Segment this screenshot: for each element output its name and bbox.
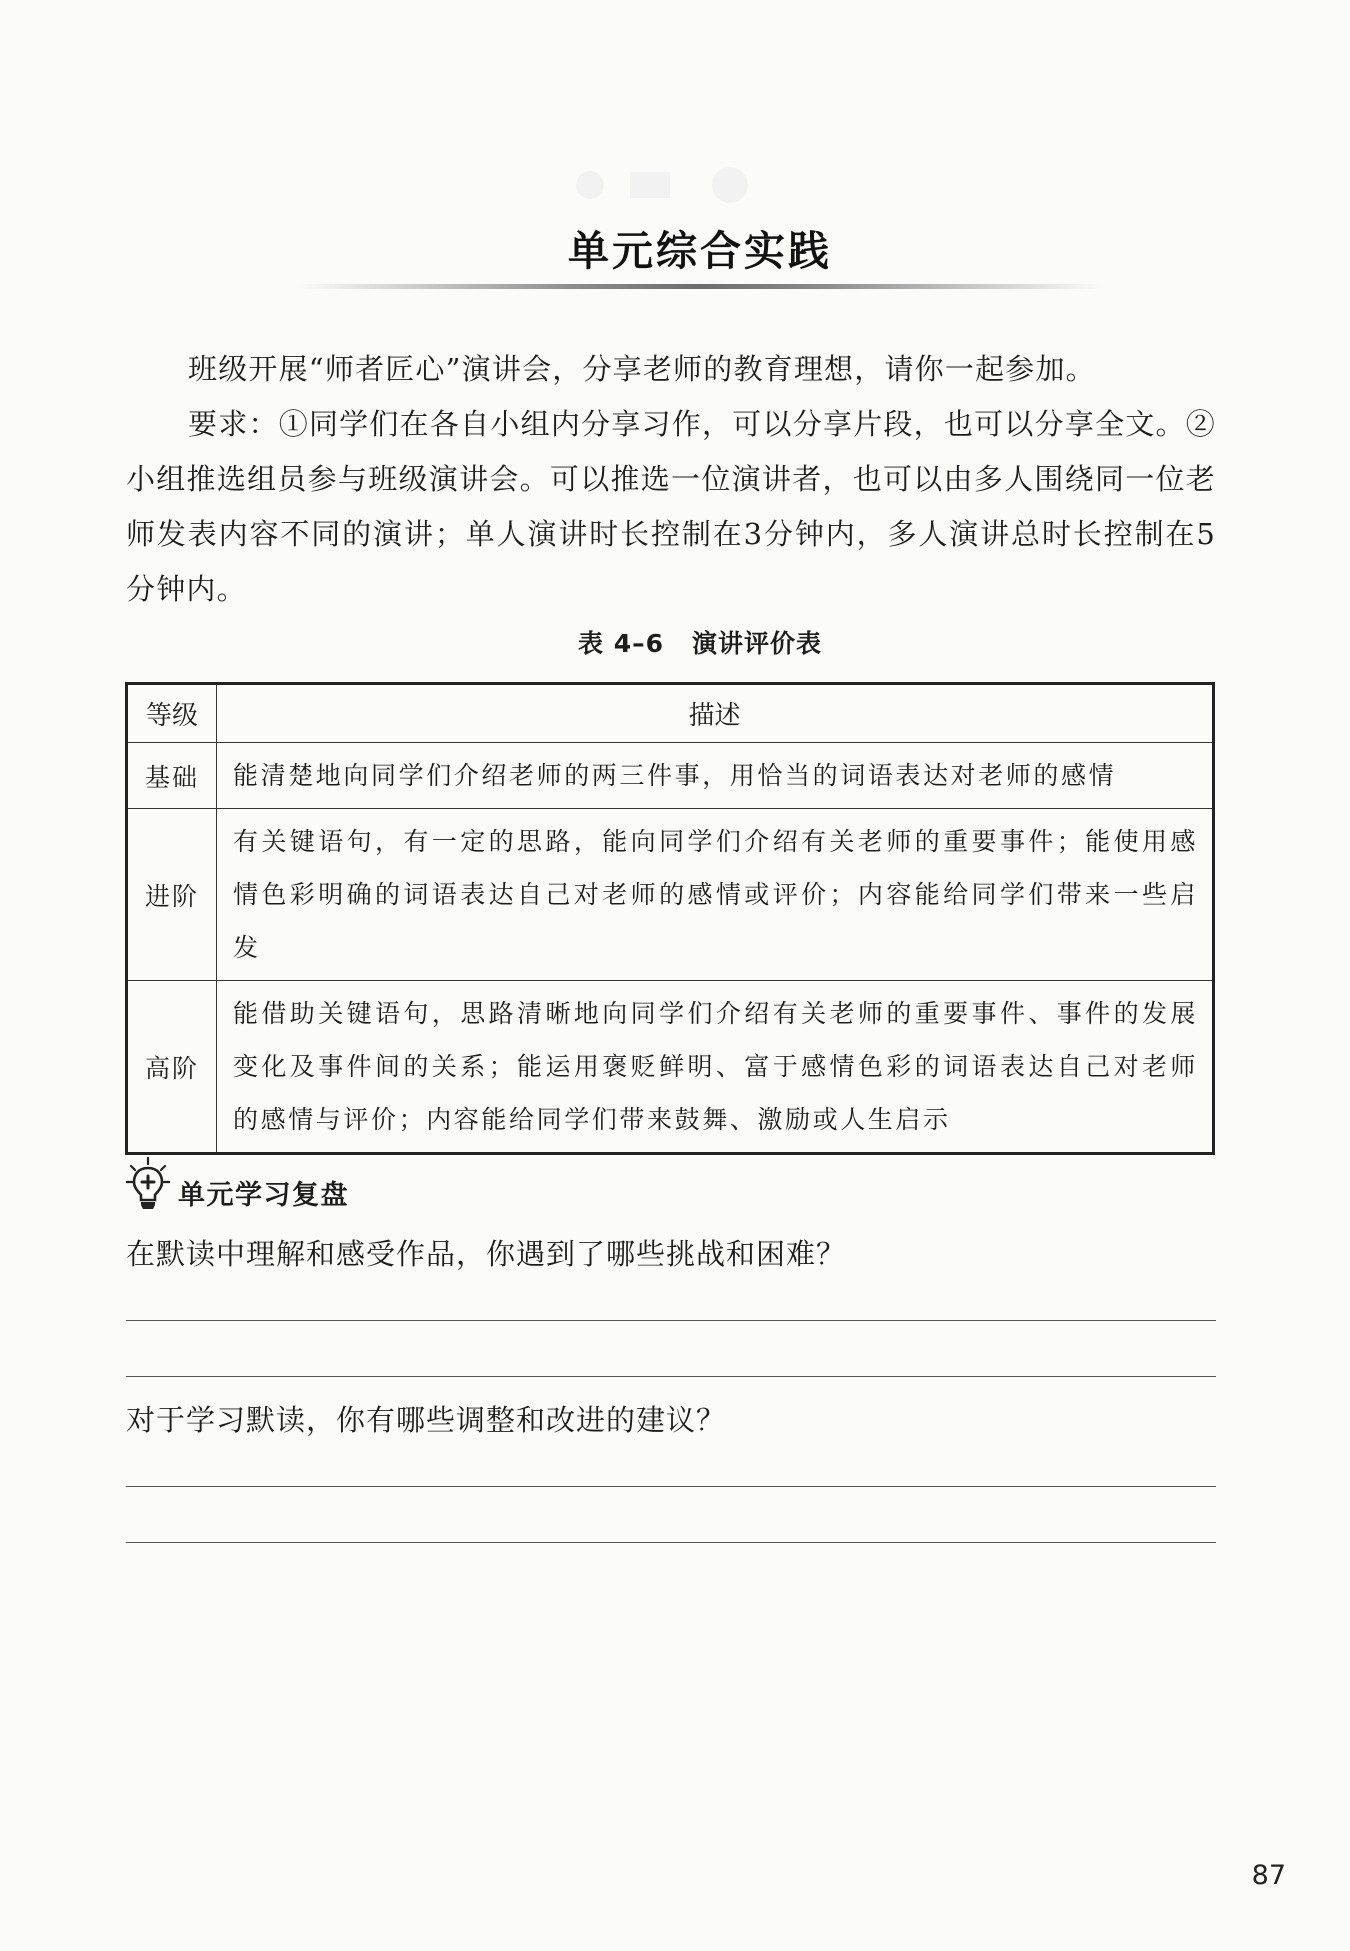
title-watermark-decoration [560,160,780,210]
answer-line[interactable] [126,1542,1216,1543]
answer-line[interactable] [126,1486,1216,1487]
row-description-expert: 能借助关键语句，思路清晰地向同学们介绍有关老师的重要事件、事件的发展变化及事件间的关系；能运用褒贬鲜明、富于感情色彩的词语表达自己对老师的感情与评价；内容能给同学们带来鼓舞、激励或人生启示 [217,981,1214,1154]
row-description-advanced: 有关键语句，有一定的思路，能向同学们介绍有关老师的重要事件；能使用感情色彩明确的词语表达自己对老师的感情或评价；内容能给同学们带来一些启发 [217,809,1214,981]
row-level-advanced: 进阶 [127,809,217,981]
table-row [127,809,1214,981]
lightbulb-plus-icon [126,1156,170,1214]
intro-paragraph: 班级开展“师者匠心”演讲会，分享老师的教育理想，请你一起参加。 [188,352,1096,386]
review-question-1: 在默读中理解和感受作品，你遇到了哪些挑战和困难？ [126,1237,847,1271]
answer-line[interactable] [126,1320,1216,1321]
header-level: 等级 [127,684,217,743]
speech-evaluation-table [125,682,1215,1155]
row-level-expert: 高阶 [127,981,217,1154]
table-header-row [127,684,1214,743]
table-caption-number: 表 4–6 [577,629,664,658]
page-number: 87 [1251,1860,1286,1891]
header-description: 描述 [217,684,1214,743]
row-description-basic: 能清楚地向同学们介绍老师的两三件事，用恰当的词语表达对老师的感情 [217,743,1214,809]
title-container [300,218,1100,277]
table-caption-title: 演讲评价表 [691,629,822,658]
answer-line[interactable] [126,1376,1216,1377]
requirements-paragraph: 要求：①同学们在各自小组内分享习作，可以分享片段，也可以分享全文。②小组推选组员参与班级演讲会。可以推选一位演讲者，也可以由多人围绕同一位老师发表内容不同的演讲；单人演讲时长控制在3分钟内，多人演讲总时长控制在5分钟内。 [126,407,1216,606]
review-section-title: 单元学习复盘 [178,1179,349,1211]
title-underline [300,284,1100,289]
table-caption [300,624,1100,660]
table-row [127,981,1214,1154]
table-row [127,743,1214,809]
review-section-header [126,1155,349,1215]
row-level-basic: 基础 [127,743,217,809]
page-title: 单元综合实践 [568,227,832,275]
review-question-2: 对于学习默读，你有哪些调整和改进的建议？ [126,1403,727,1437]
